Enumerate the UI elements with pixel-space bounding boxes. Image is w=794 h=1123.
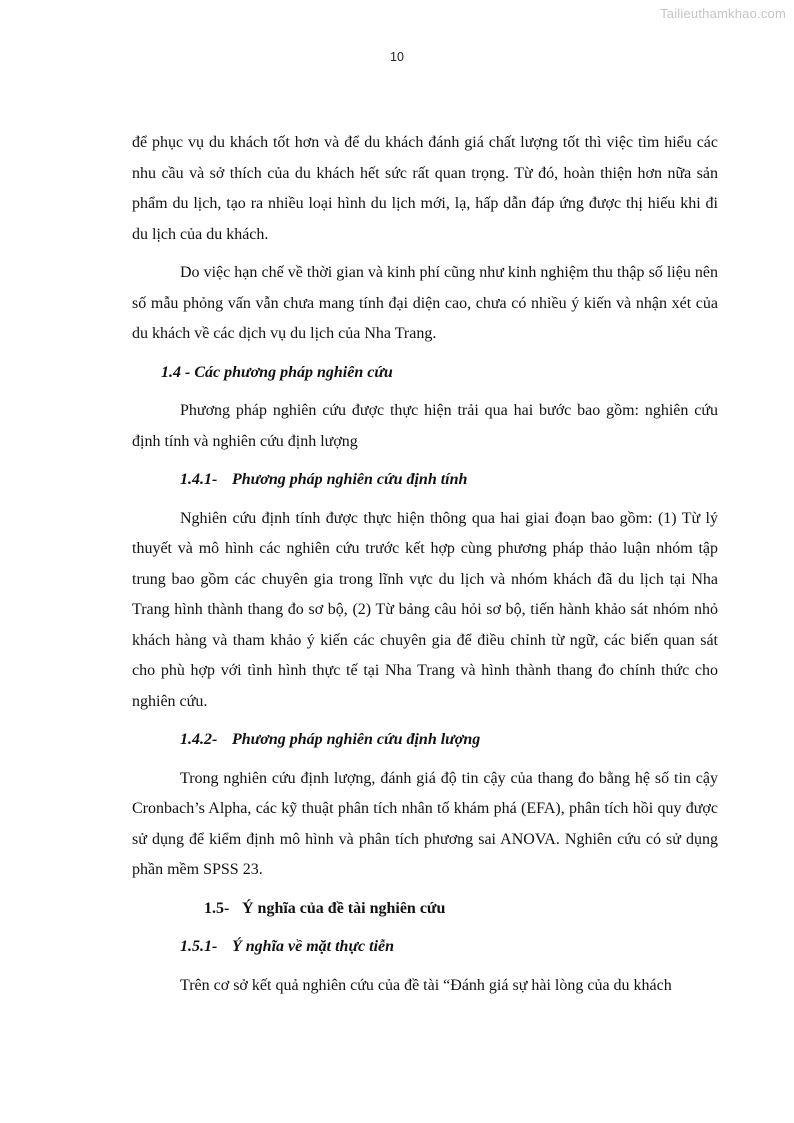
heading-number: 1.4.1- bbox=[180, 471, 218, 488]
section-heading-1-5 bbox=[132, 894, 718, 925]
heading-number: 1.5.1- bbox=[180, 938, 218, 955]
page-number: 10 bbox=[390, 50, 404, 64]
paragraph: Do việc hạn chế về thời gian và kinh phí cũng như kinh nghiệm thu thập số liệu nên số mẫu phỏng vấn vẫn chưa mang tính đại diện cao, chưa có nhiều ý kiến và nhận xét của du khách về các dịch vụ du lịch của Nha Trang. bbox=[132, 264, 718, 342]
heading-text: Ý nghĩa về mặt thực tiễn bbox=[232, 938, 395, 955]
watermark: Tailieuthamkhao.com bbox=[660, 6, 786, 21]
document-body bbox=[132, 128, 718, 1009]
heading-number: 1.5- bbox=[204, 899, 230, 917]
subsection-heading-1-5-1 bbox=[132, 932, 718, 963]
subsection-heading-1-4-1 bbox=[132, 465, 718, 496]
paragraph: Nghiên cứu định tính được thực hiện thông qua hai giai đoạn bao gồm: (1) Từ lý thuyết và mô hình các nghiên cứu trước kết hợp cùng phương pháp thảo luận nhóm tập trung bao gồm các chuyên gia trong lĩnh vực du lịch và nhóm khách đã du lịch tại Nha Trang hình thành thang đo sơ bộ, (2) Từ bảng câu hỏi sơ bộ, tiến hành khảo sát nhóm nhỏ khách hàng và tham khảo ý kiến các chuyên gia để điều chỉnh từ ngữ, các biến quan sát cho phù hợp với tình hình thực tế tại Nha Trang và hình thành thang đo chính thức cho nghiên cứu. bbox=[132, 509, 718, 710]
heading-number: 1.4.2- bbox=[180, 731, 218, 748]
paragraph: Phương pháp nghiên cứu được thực hiện trải qua hai bước bao gồm: nghiên cứu định tính và nghiên cứu định lượng bbox=[132, 402, 718, 450]
paragraph: Trên cơ sở kết quả nghiên cứu của đề tài “Đánh giá sự hài lòng của du khách bbox=[180, 976, 672, 994]
paragraph: để phục vụ du khách tốt hơn và để du khách đánh giá chất lượng tốt thì việc tìm hiểu các nhu cầu và sở thích của du khách hết sức rất quan trọng. Từ đó, hoàn thiện hơn nữa sản phẩm du lịch, tạo ra nhiều loại hình du lịch mới, lạ, hấp dẫn đáp ứng được thị hiếu khi đi du lịch của du khách. bbox=[132, 134, 718, 243]
paragraph: Trong nghiên cứu định lượng, đánh giá độ tin cậy của thang đo bằng hệ số tin cậy Cronbach’s Alpha, các kỹ thuật phân tích nhân tố khám phá (EFA), phân tích hồi quy được sử dụng để kiểm định mô hình và phân tích phương sai ANOVA. Nghiên cứu có sử dụng phần mềm SPSS 23. bbox=[132, 769, 718, 878]
heading-text: Phương pháp nghiên cứu định lượng bbox=[232, 731, 481, 748]
subsection-heading-1-4-2 bbox=[132, 725, 718, 756]
section-heading-1-4: 1.4 - Các phương pháp nghiên cứu bbox=[161, 363, 393, 381]
heading-text: Phương pháp nghiên cứu định tính bbox=[232, 471, 468, 488]
heading-text: Ý nghĩa của đề tài nghiên cứu bbox=[242, 899, 446, 917]
